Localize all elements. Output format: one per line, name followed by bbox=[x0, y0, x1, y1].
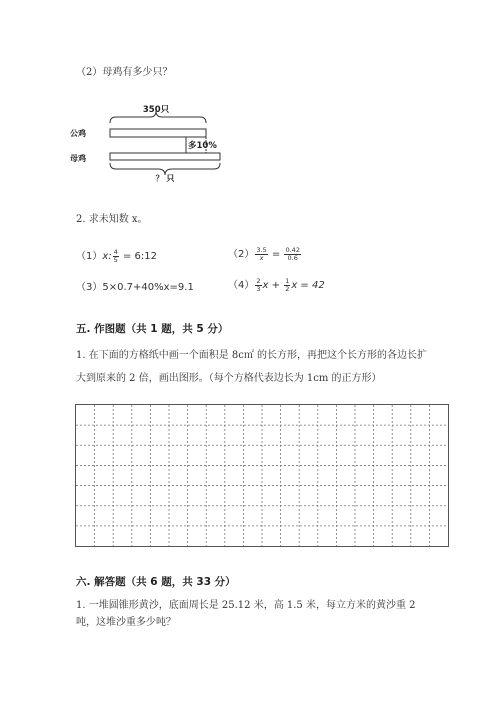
fraction-numerator: 1 bbox=[285, 276, 290, 285]
section-5-question-line-2: 大到原来的 2 倍，画出图形。（每个方格代表边长为 1cm 的正方形） bbox=[76, 373, 382, 384]
bottom-label: ？ 只 bbox=[155, 174, 175, 183]
section-5-heading: 五. 作图题（共 1 题，共 5 分） bbox=[76, 323, 229, 335]
fraction-2-3 bbox=[255, 278, 261, 293]
equation-3: （3）5×0.7+40%x=9.1 bbox=[76, 282, 194, 293]
grid-paper[interactable] bbox=[75, 404, 449, 547]
segment-diagram bbox=[70, 105, 250, 185]
rooster-bar bbox=[110, 129, 206, 137]
top-label: 350只 bbox=[142, 105, 170, 115]
equation-1-rest: = 6:12 bbox=[123, 251, 158, 262]
section-6-question-line-2: 吨，这堆沙重多少吨？ bbox=[76, 617, 176, 628]
fraction-denominator: 5 bbox=[113, 255, 118, 264]
fraction-numerator: 4 bbox=[113, 247, 118, 256]
equation-2-index: （2） bbox=[228, 249, 255, 260]
fraction-4-5 bbox=[113, 249, 119, 264]
equation-4 bbox=[228, 276, 325, 293]
fraction-denominator: 3 bbox=[256, 284, 261, 293]
equals-sign: = bbox=[271, 249, 281, 260]
question-solve-title: 2. 求未知数 x。 bbox=[76, 214, 148, 225]
fraction-denominator: 2 bbox=[285, 284, 290, 293]
hen-bar bbox=[110, 153, 220, 160]
fraction-numerator: 0.42 bbox=[285, 245, 300, 254]
fraction-numerator: 3.5 bbox=[256, 245, 267, 254]
section-6-question-line-1: 1. 一堆圆锥形黄沙，底面周长是 25.12 米，高 1.5 米，每立方米的黄沙重 2 bbox=[76, 600, 416, 611]
grid-lines bbox=[76, 405, 448, 546]
fraction-3.5-x bbox=[255, 247, 267, 262]
fraction-1-2 bbox=[284, 278, 290, 293]
hen-label: 母鸡 bbox=[70, 154, 86, 163]
equation-4-mid: x + bbox=[262, 280, 280, 291]
equation-2 bbox=[228, 245, 302, 262]
section-5-question-line-1: 1. 在下面的方格纸中画一个面积是 8c㎡ 的长方形，再把这个长方形的各边长扩 bbox=[76, 350, 428, 361]
fraction-0.42-0.6 bbox=[284, 247, 300, 262]
fraction-numerator: 2 bbox=[256, 276, 261, 285]
fraction-denominator: 0.6 bbox=[287, 253, 298, 262]
equation-4-rest: x = 42 bbox=[291, 280, 325, 291]
question-2-title: （2）母鸡有多少只？ bbox=[76, 67, 173, 78]
rooster-label: 公鸡 bbox=[70, 129, 86, 138]
more-label: 多10% bbox=[188, 141, 217, 151]
section-6-heading: 六. 解答题（共 6 题，共 33 分） bbox=[76, 576, 236, 588]
equation-4-index: （4） bbox=[228, 280, 255, 291]
equation-1-var: x: bbox=[102, 251, 112, 262]
equation-1 bbox=[76, 247, 157, 264]
equation-1-index: （1） bbox=[76, 251, 103, 262]
fraction-denominator: x bbox=[259, 253, 264, 262]
